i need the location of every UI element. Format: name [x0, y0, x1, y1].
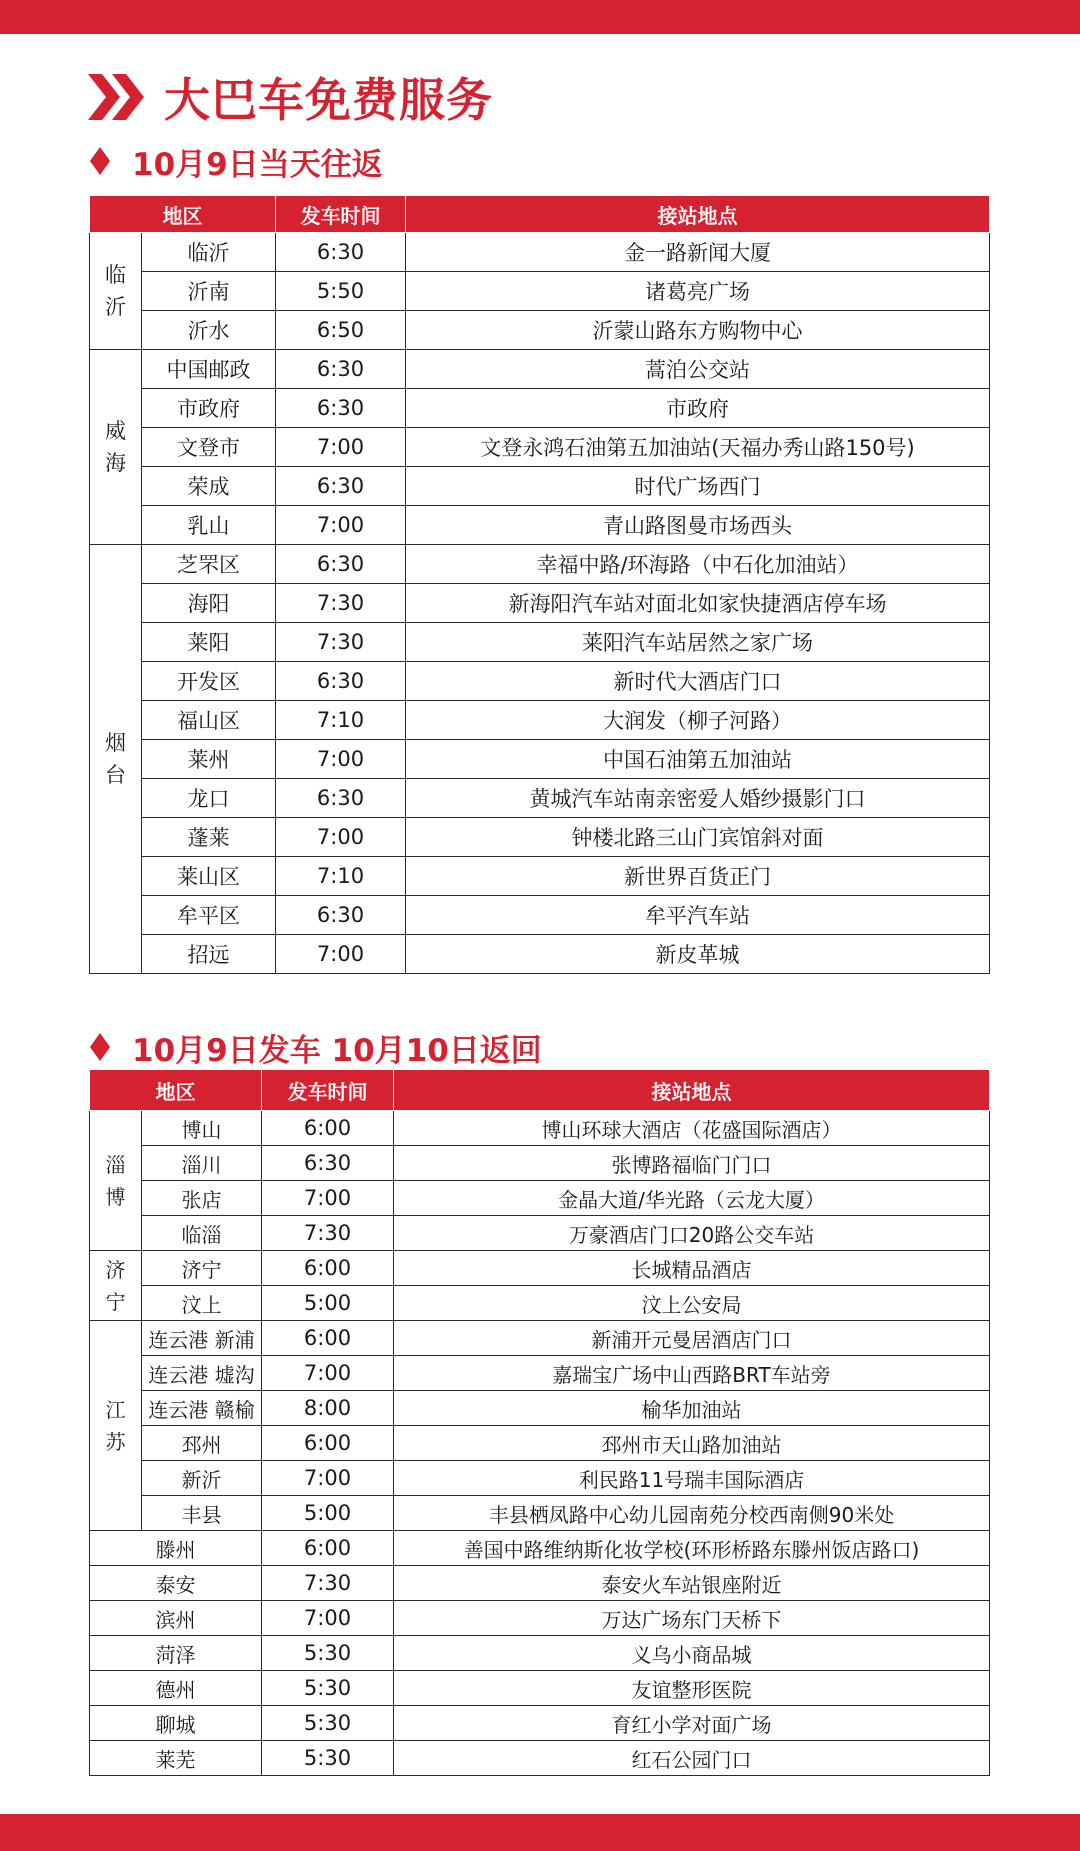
schedule-table-overnight [89, 1069, 990, 1776]
area-cell: 乳山 [142, 506, 276, 545]
table-row [90, 701, 990, 740]
table-row [90, 272, 990, 311]
place-cell: 牟平汽车站 [406, 896, 990, 935]
time-cell: 7:00 [262, 1601, 394, 1636]
time-cell: 7:30 [276, 623, 406, 662]
place-cell: 丰县栖凤路中心幼儿园南苑分校西南侧90米处 [394, 1496, 990, 1531]
table-row [90, 584, 990, 623]
time-cell: 7:00 [276, 506, 406, 545]
place-cell: 善国中路维纳斯化妆学校(环形桥路东滕州饭店路口) [394, 1531, 990, 1566]
time-cell: 5:30 [262, 1671, 394, 1706]
time-cell: 6:30 [276, 545, 406, 584]
place-cell: 万豪酒店门口20路公交车站 [394, 1216, 990, 1251]
time-cell: 6:50 [276, 311, 406, 350]
schedule-table-same-day [89, 195, 990, 974]
table-row [90, 545, 990, 584]
area-cell: 连云港 新浦 [142, 1321, 262, 1356]
table-row [90, 1111, 990, 1146]
place-cell: 钟楼北路三山门宾馆斜对面 [406, 818, 990, 857]
area-cell: 莱州 [142, 740, 276, 779]
table-row [90, 389, 990, 428]
table-row [90, 1426, 990, 1461]
place-cell: 文登永鸿石油第五加油站(天福办秀山路150号) [406, 428, 990, 467]
time-cell: 5:50 [276, 272, 406, 311]
table-row [90, 1146, 990, 1181]
table-row [90, 311, 990, 350]
table-row [90, 350, 990, 389]
table-row [90, 1461, 990, 1496]
table-row [90, 896, 990, 935]
area-cell: 新沂 [142, 1461, 262, 1496]
place-cell: 时代广场西门 [406, 467, 990, 506]
place-cell: 汶上公安局 [394, 1286, 990, 1321]
header-region: 地区 [90, 196, 276, 233]
area-cell: 聊城 [90, 1706, 262, 1741]
diamond-icon [90, 147, 110, 175]
place-cell: 市政府 [406, 389, 990, 428]
time-cell: 7:00 [276, 428, 406, 467]
place-cell: 育红小学对面广场 [394, 1706, 990, 1741]
place-cell: 博山环球大酒店（花盛国际酒店） [394, 1111, 990, 1146]
table-row [90, 1741, 990, 1776]
area-cell: 莱山区 [142, 857, 276, 896]
area-cell: 临淄 [142, 1216, 262, 1251]
section1-title: 10月9日当天往返 [132, 146, 383, 183]
time-cell: 6:00 [262, 1426, 394, 1461]
table-row [90, 1356, 990, 1391]
area-cell: 汶上 [142, 1286, 262, 1321]
section2-header [90, 1022, 542, 1072]
area-cell: 开发区 [142, 662, 276, 701]
table-row [90, 1321, 990, 1356]
area-cell: 菏泽 [90, 1636, 262, 1671]
area-cell: 张店 [142, 1181, 262, 1216]
table-row [90, 1636, 990, 1671]
time-cell: 6:30 [276, 896, 406, 935]
diamond-icon [90, 1033, 110, 1061]
area-cell: 滨州 [90, 1601, 262, 1636]
place-cell: 新世界百货正门 [406, 857, 990, 896]
place-cell: 蒿泊公交站 [406, 350, 990, 389]
place-cell: 莱阳汽车站居然之家广场 [406, 623, 990, 662]
table-row [90, 1531, 990, 1566]
area-cell: 海阳 [142, 584, 276, 623]
area-cell: 沂水 [142, 311, 276, 350]
table-row [90, 623, 990, 662]
table-row [90, 1181, 990, 1216]
time-cell: 7:00 [262, 1461, 394, 1496]
area-cell: 德州 [90, 1671, 262, 1706]
table-row [90, 1251, 990, 1286]
area-cell: 莱芜 [90, 1741, 262, 1776]
place-cell: 新浦开元曼居酒店门口 [394, 1321, 990, 1356]
area-cell: 连云港 赣榆 [142, 1391, 262, 1426]
double-chevron-icon [88, 74, 146, 120]
place-cell: 诸葛亮广场 [406, 272, 990, 311]
table-row [90, 857, 990, 896]
time-cell: 7:10 [276, 701, 406, 740]
table-row [90, 818, 990, 857]
place-cell: 金晶大道/华光路（云龙大厦） [394, 1181, 990, 1216]
place-cell: 中国石油第五加油站 [406, 740, 990, 779]
area-cell: 招远 [142, 935, 276, 974]
page-title: 大巴车免费服务 [164, 73, 493, 127]
area-cell: 市政府 [142, 389, 276, 428]
area-cell: 中国邮政 [142, 350, 276, 389]
header-pickup-location: 接站地点 [406, 196, 990, 233]
area-cell: 连云港 墟沟 [142, 1356, 262, 1391]
area-cell: 福山区 [142, 701, 276, 740]
area-cell: 丰县 [142, 1496, 262, 1531]
time-cell: 6:00 [262, 1321, 394, 1356]
place-cell: 利民路11号瑞丰国际酒店 [394, 1461, 990, 1496]
city-cell: 淄博 [90, 1111, 142, 1251]
city-cell: 江苏 [90, 1321, 142, 1531]
time-cell: 7:00 [276, 935, 406, 974]
time-cell: 7:30 [276, 584, 406, 623]
place-cell: 张博路福临门门口 [394, 1146, 990, 1181]
time-cell: 5:00 [262, 1496, 394, 1531]
place-cell: 义乌小商品城 [394, 1636, 990, 1671]
page-header [88, 62, 493, 132]
table-row [90, 1286, 990, 1321]
table-row [90, 935, 990, 974]
time-cell: 5:30 [262, 1741, 394, 1776]
city-cell: 临沂 [90, 233, 142, 350]
time-cell: 6:30 [276, 233, 406, 272]
table-row [90, 1216, 990, 1251]
time-cell: 8:00 [262, 1391, 394, 1426]
section2-title: 10月9日发车 10月10日返回 [132, 1032, 542, 1069]
city-cell: 济宁 [90, 1251, 142, 1321]
place-cell: 榆华加油站 [394, 1391, 990, 1426]
time-cell: 7:10 [276, 857, 406, 896]
table-row [90, 779, 990, 818]
table-row [90, 1671, 990, 1706]
place-cell: 新海阳汽车站对面北如家快捷酒店停车场 [406, 584, 990, 623]
place-cell: 大润发（柳子河路） [406, 701, 990, 740]
table-row [90, 1706, 990, 1741]
header-departure-time: 发车时间 [276, 196, 406, 233]
place-cell: 嘉瑞宝广场中山西路BRT车站旁 [394, 1356, 990, 1391]
place-cell: 新皮革城 [406, 935, 990, 974]
area-cell: 淄川 [142, 1146, 262, 1181]
area-cell: 济宁 [142, 1251, 262, 1286]
table-row [90, 1391, 990, 1426]
area-cell: 牟平区 [142, 896, 276, 935]
time-cell: 7:30 [262, 1216, 394, 1251]
place-cell: 万达广场东门天桥下 [394, 1601, 990, 1636]
area-cell: 滕州 [90, 1531, 262, 1566]
time-cell: 6:30 [276, 350, 406, 389]
bottom-banner-bar [0, 1814, 1080, 1851]
time-cell: 5:30 [262, 1706, 394, 1741]
time-cell: 6:30 [276, 389, 406, 428]
table-row [90, 233, 990, 272]
place-cell: 金一路新闻大厦 [406, 233, 990, 272]
table-row [90, 1566, 990, 1601]
time-cell: 7:00 [262, 1181, 394, 1216]
area-cell: 荣成 [142, 467, 276, 506]
table-header-row [90, 1070, 990, 1111]
table-row [90, 428, 990, 467]
time-cell: 6:00 [262, 1111, 394, 1146]
time-cell: 7:30 [262, 1566, 394, 1601]
place-cell: 黄城汽车站南亲密爱人婚纱摄影门口 [406, 779, 990, 818]
place-cell: 幸福中路/环海路（中石化加油站） [406, 545, 990, 584]
city-cell: 烟台 [90, 545, 142, 974]
place-cell: 邳州市天山路加油站 [394, 1426, 990, 1461]
table-row [90, 740, 990, 779]
area-cell: 龙口 [142, 779, 276, 818]
area-cell: 蓬莱 [142, 818, 276, 857]
time-cell: 7:00 [262, 1356, 394, 1391]
section1-header [90, 136, 383, 186]
area-cell: 泰安 [90, 1566, 262, 1601]
table-row [90, 467, 990, 506]
place-cell: 泰安火车站银座附近 [394, 1566, 990, 1601]
place-cell: 长城精品酒店 [394, 1251, 990, 1286]
header-departure-time: 发车时间 [262, 1070, 394, 1111]
place-cell: 友谊整形医院 [394, 1671, 990, 1706]
area-cell: 沂南 [142, 272, 276, 311]
city-cell: 威海 [90, 350, 142, 545]
area-cell: 莱阳 [142, 623, 276, 662]
time-cell: 6:00 [262, 1251, 394, 1286]
area-cell: 芝罘区 [142, 545, 276, 584]
time-cell: 6:30 [262, 1146, 394, 1181]
header-pickup-location: 接站地点 [394, 1070, 990, 1111]
time-cell: 6:30 [276, 779, 406, 818]
place-cell: 青山路图曼市场西头 [406, 506, 990, 545]
header-region: 地区 [90, 1070, 262, 1111]
area-cell: 临沂 [142, 233, 276, 272]
table-header-row [90, 196, 990, 233]
time-cell: 7:00 [276, 740, 406, 779]
time-cell: 5:30 [262, 1636, 394, 1671]
table-row [90, 506, 990, 545]
time-cell: 5:00 [262, 1286, 394, 1321]
place-cell: 沂蒙山路东方购物中心 [406, 311, 990, 350]
time-cell: 6:00 [262, 1531, 394, 1566]
table-row [90, 662, 990, 701]
table-row [90, 1496, 990, 1531]
place-cell: 新时代大酒店门口 [406, 662, 990, 701]
time-cell: 6:30 [276, 467, 406, 506]
time-cell: 6:30 [276, 662, 406, 701]
table-row [90, 1601, 990, 1636]
area-cell: 邳州 [142, 1426, 262, 1461]
top-banner-bar [0, 0, 1080, 34]
time-cell: 7:00 [276, 818, 406, 857]
area-cell: 文登市 [142, 428, 276, 467]
area-cell: 博山 [142, 1111, 262, 1146]
place-cell: 红石公园门口 [394, 1741, 990, 1776]
